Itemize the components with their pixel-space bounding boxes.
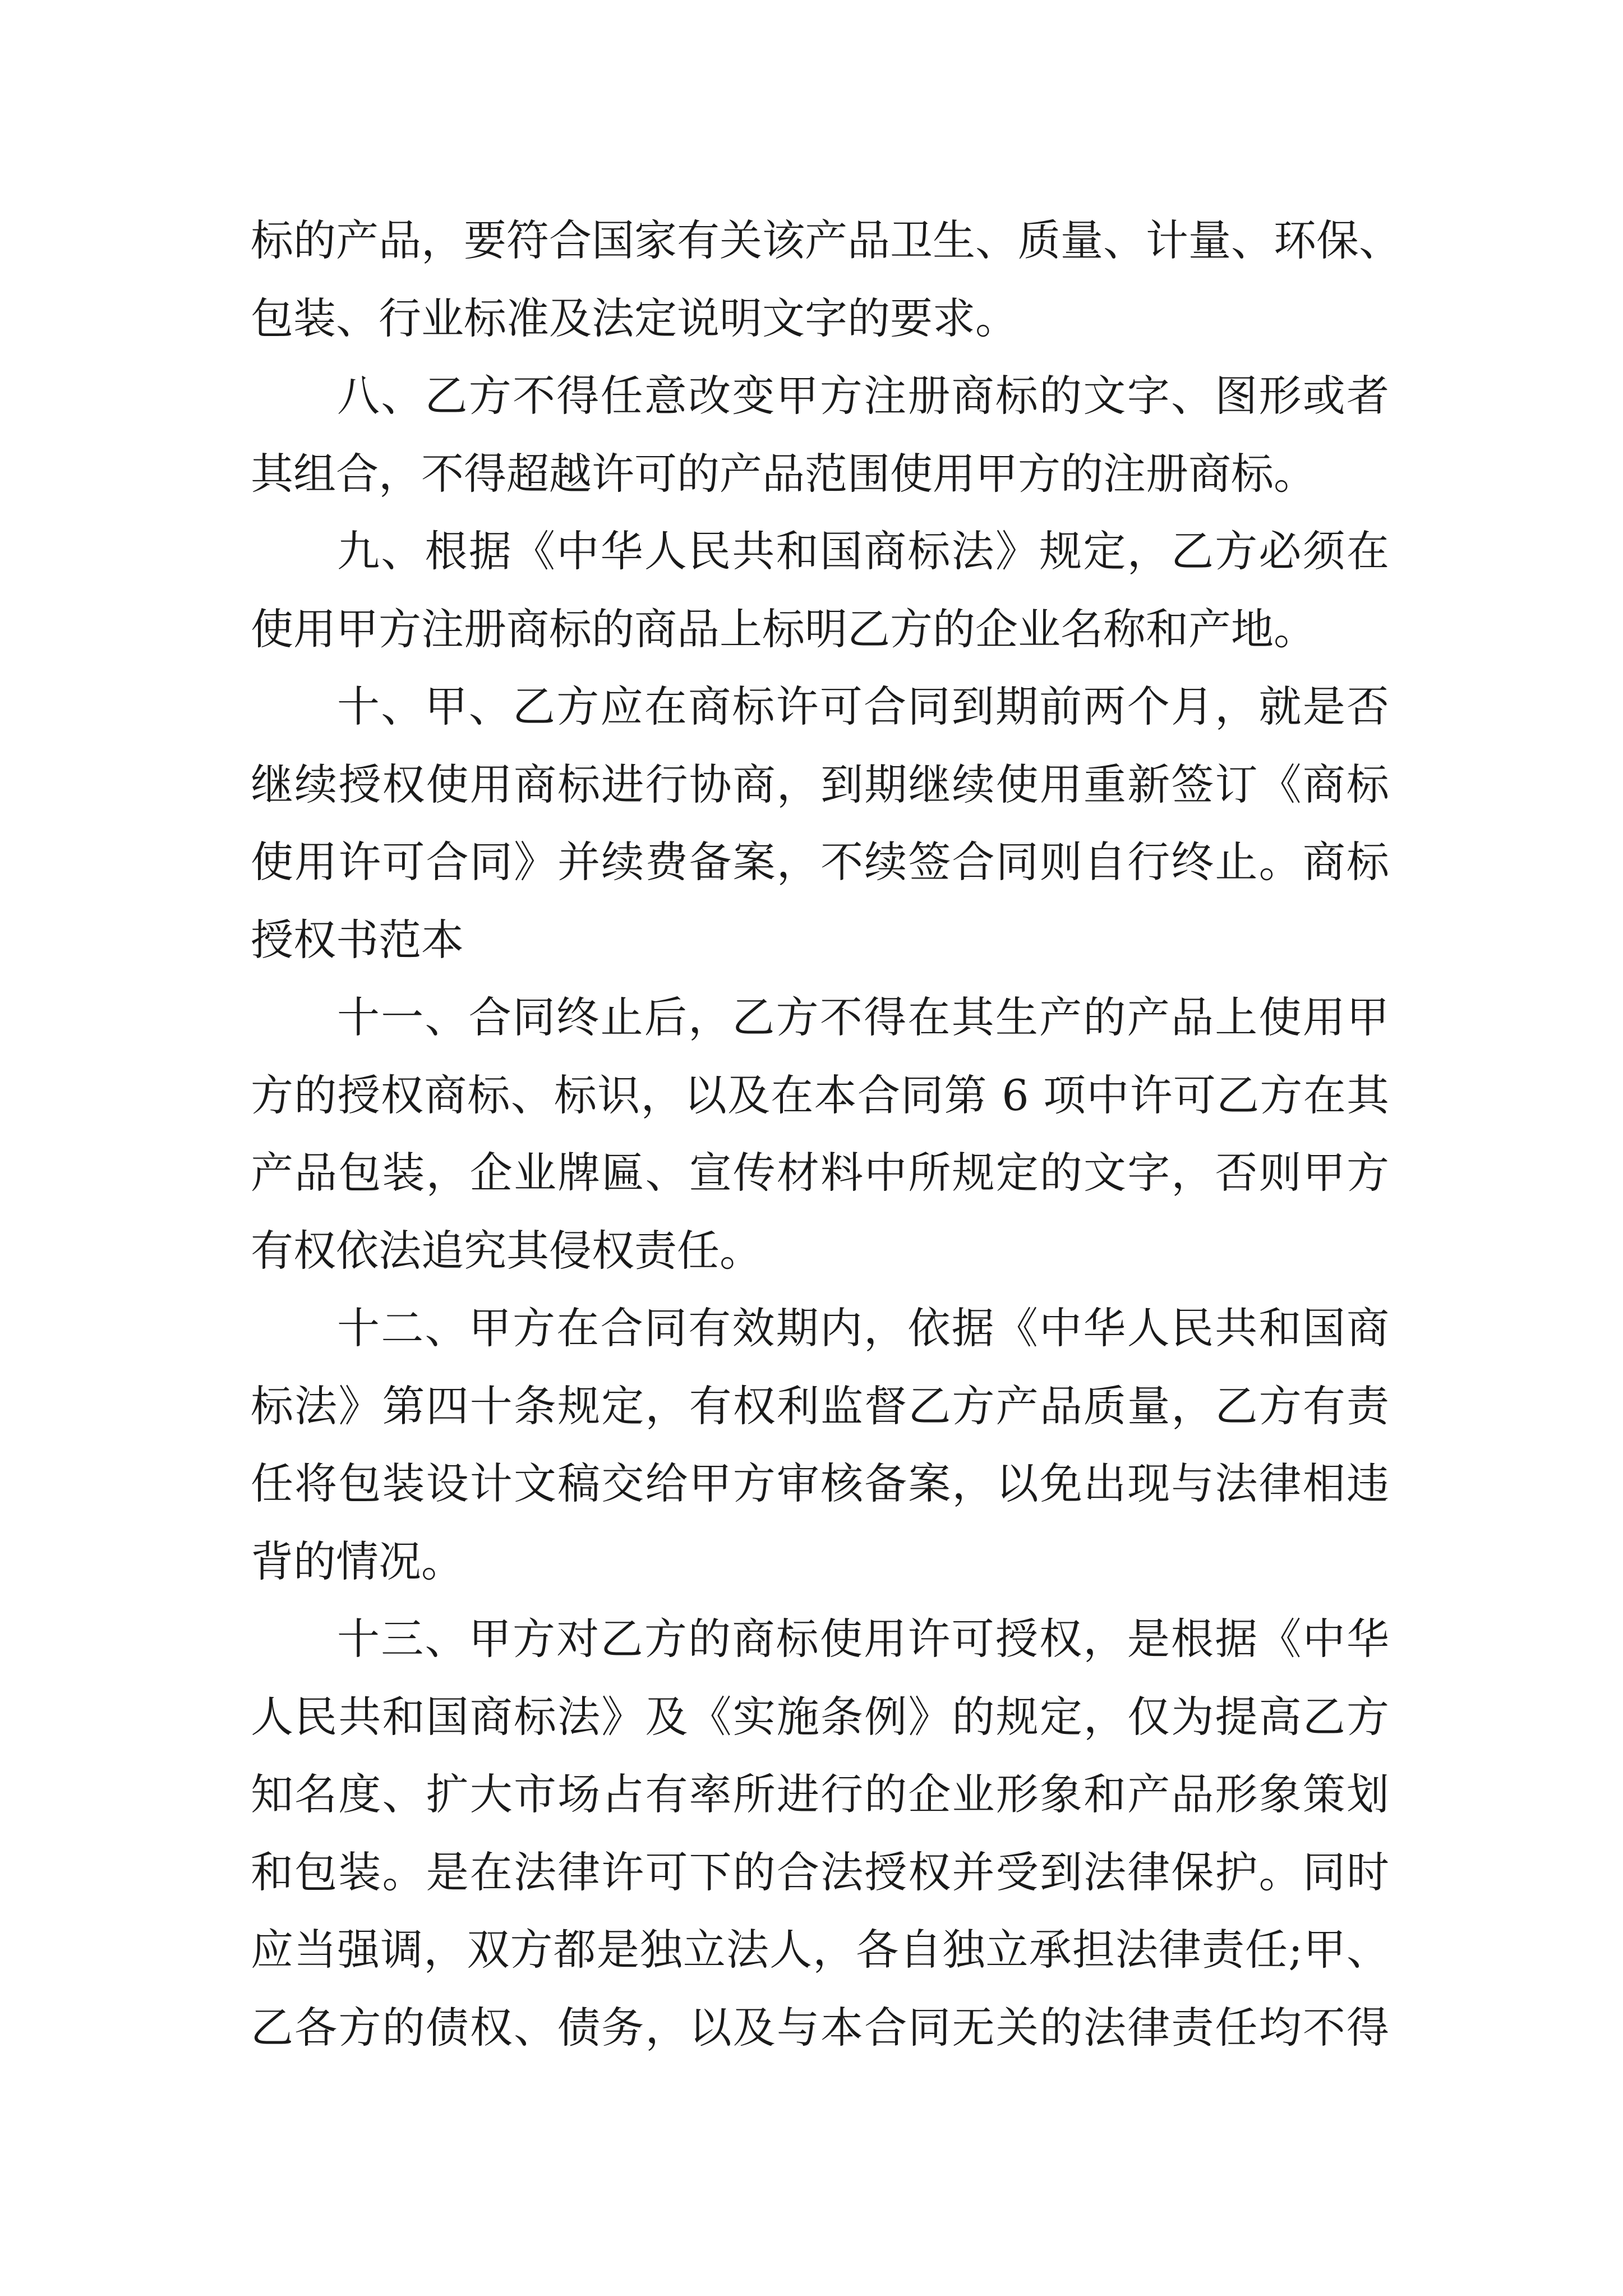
- text-line: 标法》第四十条规定，有权利监督乙方产品质量，乙方有责: [251, 1381, 1389, 1431]
- text-line: 继续授权使用商标进行协商，到期继续使用重新签订《商标: [251, 759, 1389, 809]
- clause-11-line: 十一、合同终止后，乙方不得在其生产的产品上使用甲: [337, 992, 1389, 1042]
- text-line: 乙各方的债权、债务，以及与本合同无关的法律责任均不得: [251, 2002, 1389, 2053]
- text-line: 包装、行业标准及法定说明文字的要求。: [251, 293, 1018, 343]
- clause-8-line: 八、乙方不得任意改变甲方注册商标的文字、图形或者: [337, 371, 1389, 421]
- text-line: 产品包装，企业牌匾、宣传材料中所规定的文字，否则甲方: [251, 1148, 1389, 1198]
- clause-12-line: 十二、甲方在合同有效期内，依据《中华人民共和国商: [337, 1303, 1389, 1353]
- clause-9-line: 九、根据《中华人民共和国商标法》规定，乙方必须在: [337, 526, 1389, 576]
- text-line: 授权书范本: [251, 914, 464, 965]
- text-line: 标的产品，要符合国家有关该产品卫生、质量、计量、环保、: [251, 215, 1401, 265]
- text-line: 有权依法追究其侵权责任。: [251, 1225, 762, 1276]
- clause-13-line: 十三、甲方对乙方的商标使用许可授权，是根据《中华: [337, 1614, 1389, 1664]
- text-line: 使用许可合同》并续费备案，不续签合同则自行终止。商标: [251, 837, 1389, 887]
- text-line: 背的情况。: [251, 1536, 464, 1586]
- text-line: 应当强调，双方都是独立法人，各自独立承担法律责任;甲、: [251, 1925, 1389, 1975]
- text-line: 方的授权商标、标识，以及在本合同第 6 项中许可乙方在其: [251, 1070, 1389, 1120]
- clause-10-line: 十、甲、乙方应在商标许可合同到期前两个月，就是否: [337, 682, 1389, 731]
- text-line: 知名度、扩大市场占有率所进行的企业形象和产品形象策划: [251, 1769, 1389, 1819]
- text-line: 和包装。是在法律许可下的合法授权并受到法律保护。同时: [251, 1847, 1389, 1897]
- text-line: 任将包装设计文稿交给甲方审核备案，以免出现与法律相违: [251, 1458, 1389, 1508]
- contract-body-text: [251, 202, 1401, 2067]
- text-line: 使用甲方注册商标的商品上标明乙方的企业名称和产地。: [251, 604, 1316, 654]
- text-line: 人民共和国商标法》及《实施条例》的规定，仅为提高乙方: [251, 1691, 1389, 1742]
- text-line: 其组合，不得超越许可的产品范围使用甲方的注册商标。: [251, 448, 1316, 499]
